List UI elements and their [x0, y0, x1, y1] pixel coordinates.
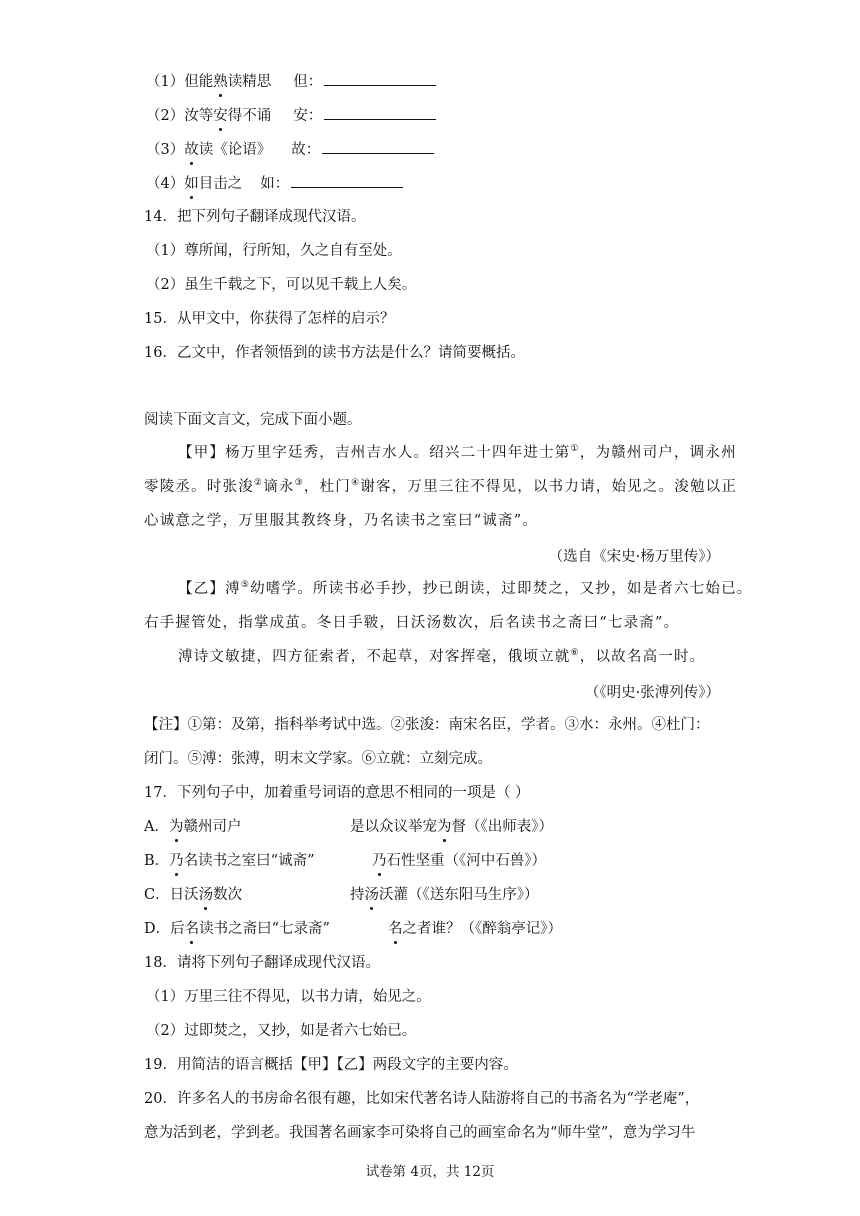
q13-item-3: （3）故读《论语》 故： — [146, 139, 434, 160]
q17-option-c-ref: 持汤沃灌（《送东阳马生序》） — [350, 887, 539, 903]
q15-title: 15．从甲文中，你获得了怎样的启示？ — [144, 311, 395, 327]
q20-line-1: 20．许多名人的书房命名很有趣，比如宋代著名诗人陆游将自己的书斋名为“学老庵”， — [144, 1091, 700, 1107]
notes-line-1: 【注】①第：及第，指科举考试中选。②张浚：南宋名臣，学者。③水：永州。④杜门： — [144, 717, 710, 733]
q17-option-c[interactable]: C．日沃汤数次 — [144, 887, 243, 903]
q13-item-4: （4）如目击之 如： — [146, 173, 403, 194]
jia-line-1: 【甲】杨万里字廷秀，吉州吉水人。绍兴二十四年进士第①，为赣州司户，调永州 — [178, 444, 737, 461]
yi-line-2: 右手握管处，指掌成茧。冬日手皲，日沃汤数次，后名读书之斋曰“七录斋”。 — [144, 615, 680, 631]
answer-blank[interactable] — [322, 139, 434, 154]
q16-title: 16．乙文中，作者领悟到的读书方法是什么？请简要概括。 — [144, 345, 525, 361]
q14-title: 14．把下列句子翻译成现代汉语。 — [144, 209, 366, 225]
yi-line-1: 【乙】溥⑤幼嗜学。所读书必手抄，抄已朗读，过即焚之，又抄，如是者六七始已。 — [178, 580, 753, 597]
q17-option-d[interactable]: D．后名读书之斋曰“七录斋” — [144, 921, 330, 937]
q17-option-a[interactable]: A．为赣州司户 — [144, 819, 242, 835]
q17-option-b[interactable]: B．乃名读书之室曰“诚斋” — [144, 853, 315, 869]
q17-title: 17．下列句子中，加着重号词语的意思不相同的一项是（ ） — [144, 785, 530, 801]
answer-blank[interactable] — [291, 173, 403, 188]
q20-line-2: 意为活到老，学到老。我国著名画家李可染将自己的画室命名为“师牛堂”，意为学习牛 — [144, 1125, 696, 1141]
reading-intro: 阅读下面文言文，完成下面小题。 — [144, 412, 362, 428]
q18-sentence-1: （1）万里三往不得见，以书力请，始见之。 — [146, 989, 431, 1005]
jia-line-2: 零陵丞。时张浚②谪永③，杜门④谢客，万里三往不得见，以书力请，始见之。浚勉以正 — [144, 478, 738, 495]
answer-blank[interactable] — [324, 71, 436, 86]
q17-option-b-ref: 乃石性坚重（《河中石兽》） — [372, 853, 546, 869]
q17-option-d-ref: 名之者谁？（《醉翁亭记》） — [388, 921, 562, 937]
answer-blank[interactable] — [324, 105, 436, 120]
jia-source: （选自《宋史·杨万里传》） — [548, 549, 720, 565]
jia-line-3: 心诚意之学，万里服其教终身，乃名读书之室曰“诚斋”。 — [144, 513, 539, 529]
yi-line-3: 溥诗文敏捷，四方征索者，不起草，对客挥毫，俄顷立就⑥，以故名高一时。 — [178, 648, 706, 665]
yi-source: （《明史·张溥列传》） — [584, 685, 720, 701]
q19-title: 19．用简洁的语言概括【甲】【乙】两段文字的主要内容。 — [144, 1057, 518, 1073]
notes-line-2: 闭门。⑤溥：张溥，明末文学家。⑥立就：立刻完成。 — [144, 751, 492, 767]
q13-item-1: （1）但能熟读精思 但： — [146, 71, 436, 92]
q18-title: 18．请将下列句子翻译成现代汉语。 — [144, 955, 380, 971]
q17-option-a-ref: 是以众议举宠为督（《出师表》） — [350, 819, 553, 835]
q14-sentence-1: （1）尊所闻，行所知，久之自有至处。 — [146, 243, 402, 259]
q13-item-2: （2）汝等安得不诵 安： — [146, 105, 436, 126]
q14-sentence-2: （2）虽生千载之下，可以见千载上人矣。 — [146, 277, 417, 293]
q18-sentence-2: （2）过即焚之，又抄，如是者六七始已。 — [146, 1023, 417, 1039]
page-footer: 试卷第 4页，共 12页 — [365, 1164, 495, 1180]
